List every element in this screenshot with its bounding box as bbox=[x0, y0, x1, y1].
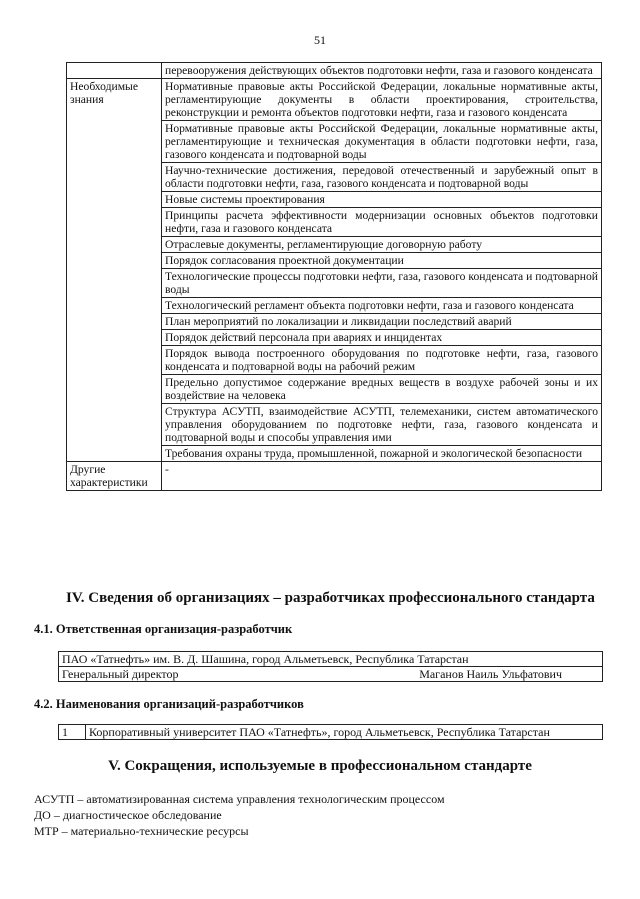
responsible-org-name: ПАО «Татнефть» им. В. Д. Шашина, город Альметьевск, Республика Татарстан bbox=[59, 652, 603, 667]
row-content: Нормативные правовые акты Российской Федерации, локальные нормативные акты, регламентирующие документы в области проектирования, строительства, реконструкции и ремонта объектов подготовки нефти, газа и газового конденсата bbox=[162, 79, 602, 121]
row-label bbox=[67, 63, 162, 79]
page-number: 51 bbox=[314, 33, 326, 47]
table-row bbox=[67, 63, 602, 79]
abbreviations-list bbox=[34, 791, 445, 839]
table-row bbox=[59, 667, 603, 682]
knowledge-table bbox=[66, 62, 602, 491]
row-content: Научно-технические достижения, передовой отечественный и зарубежный опыт в области подготовки нефти, газа, газового конденсата и подтоварной воды bbox=[162, 163, 602, 192]
developers-table bbox=[58, 724, 603, 740]
row-content: Новые системы проектирования bbox=[162, 192, 602, 208]
table-row bbox=[59, 652, 603, 667]
row-content: Технологический регламент объекта подготовки нефти, газа и газового конденсата bbox=[162, 298, 602, 314]
row-content: Отраслевые документы, регламентирующие договорную работу bbox=[162, 237, 602, 253]
row-content: - bbox=[162, 462, 602, 491]
row-content: Предельно допустимое содержание вредных веществ в воздухе рабочей зоны и их воздействие на человека bbox=[162, 375, 602, 404]
responsible-org-table bbox=[58, 651, 603, 682]
row-content: Порядок согласования проектной документации bbox=[162, 253, 602, 269]
developer-name: Корпоративный университет ПАО «Татнефть», город Альметьевск, Республика Татарстан bbox=[86, 725, 603, 740]
table-row bbox=[67, 79, 602, 121]
row-content: Принципы расчета эффективности модернизации основных объектов подготовки нефти, газа и газового конденсата bbox=[162, 208, 602, 237]
director-name: Маганов Наиль Ульфатович bbox=[275, 667, 603, 682]
director-position: Генеральный директор bbox=[59, 667, 275, 682]
table-row bbox=[59, 725, 603, 740]
row-content: Структура АСУТП, взаимодействие АСУТП, телемеханики, систем автоматического управления оборудованием по подготовке нефти, газа, газового конденсата и подтоварной воды и способы управления ими bbox=[162, 404, 602, 446]
abbreviation-item: АСУТП – автоматизированная система управления технологическим процессом bbox=[34, 792, 445, 806]
developer-number: 1 bbox=[59, 725, 86, 740]
row-content: перевооружения действующих объектов подготовки нефти, газа и газового конденсата bbox=[162, 63, 602, 79]
section-4-title: IV. Сведения об организациях – разработчиках профессионального стандарта bbox=[66, 590, 595, 606]
row-label: Необходимые знания bbox=[67, 79, 162, 462]
abbreviation-item: МТР – материально-технические ресурсы bbox=[34, 824, 249, 838]
row-content: Порядок вывода построенного оборудования по подготовке нефти, газа, газового конденсата и подтоварной воды на рабочий режим bbox=[162, 346, 602, 375]
abbreviation-item: ДО – диагностическое обследование bbox=[34, 808, 222, 822]
row-content: Порядок действий персонала при авариях и инцидентах bbox=[162, 330, 602, 346]
section-4-1-title: 4.1. Ответственная организация-разработчик bbox=[34, 622, 293, 636]
section-5-title: V. Сокращения, используемые в профессиональном стандарте bbox=[108, 758, 532, 774]
row-content: Технологические процессы подготовки нефти, газа, газового конденсата и подтоварной воды bbox=[162, 269, 602, 298]
row-content: План мероприятий по локализации и ликвидации последствий аварий bbox=[162, 314, 602, 330]
section-4-2-title: 4.2. Наименования организаций-разработчиков bbox=[34, 697, 304, 711]
table-row bbox=[67, 462, 602, 491]
row-content: Требования охраны труда, промышленной, пожарной и экологической безопасности bbox=[162, 446, 602, 462]
row-content: Нормативные правовые акты Российской Федерации, локальные нормативные акты, регламентирующие и техническая документация в области подготовки нефти, газа, газового конденсата и подтоварной воды bbox=[162, 121, 602, 163]
row-label: Другие характеристики bbox=[67, 462, 162, 491]
